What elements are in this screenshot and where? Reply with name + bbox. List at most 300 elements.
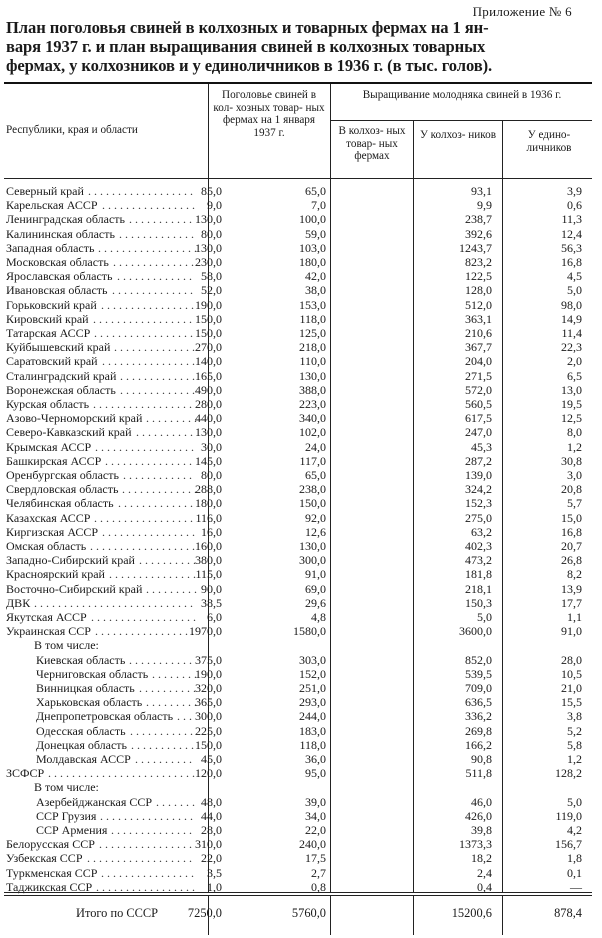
region-name: Саратовский край [6,354,98,369]
value-farms: 118,0 [299,311,326,326]
value-farms: 130,0 [299,539,326,553]
value-stock: 38,5 [201,595,222,610]
leader-dots: .......... [139,681,199,695]
value-kolkhozniks: 617,5 [465,411,492,426]
table-row [0,269,602,284]
value-kolkhozniks: 512,0 [465,297,492,312]
value-farms: 300,0 [299,553,326,568]
value-individuals: 0,6 [567,198,582,213]
value-farms: 29,6 [305,595,326,610]
value-farms: 59,0 [305,226,326,241]
value-kolkhozniks: 181,8 [465,567,492,582]
table-row [0,212,602,227]
table-row [0,681,602,696]
value-stock: 130,0 [195,212,222,227]
column-divider [502,120,503,180]
leader-dots: .............. [111,823,195,837]
leader-dots: ................. [94,510,196,525]
value-kolkhozniks: 271,5 [465,368,492,383]
region-name: Ивановская область [6,283,108,298]
leader-dots: ................ [101,865,197,880]
table-row [0,255,602,270]
leader-dots: ........ [152,666,200,681]
value-stock: 28,0 [201,823,222,837]
value-farms: 4,8 [311,610,326,624]
table-row [0,766,602,781]
leader-dots: ................. [94,326,196,340]
value-farms: 12,6 [305,524,326,539]
table-row [0,283,602,298]
leader-dots: ........... [131,737,197,752]
value-stock: 310,0 [195,837,222,852]
value-farms: 240,0 [299,837,326,852]
leader-dots: ............. [119,226,197,241]
leader-dots: ................ [100,808,196,823]
table-row [0,440,602,455]
leader-dots: ........................... [34,595,196,610]
region-name: Одесская область [36,723,126,738]
value-farms: 340,0 [299,411,326,426]
leader-dots: ............. [118,496,196,511]
value-individuals: 14,9 [561,311,582,326]
value-farms: 102,0 [299,425,326,440]
value-individuals: 5,7 [567,496,582,511]
table-row [0,184,602,199]
value-kolkhozniks: 204,0 [465,354,492,369]
table-row [0,369,602,384]
value-kolkhozniks: 18,2 [471,851,492,866]
value-kolkhozniks: 0,4 [477,879,492,894]
value-individuals: 11,3 [561,212,582,227]
table-row [0,582,602,597]
value-kolkhozniks: 473,2 [465,553,492,568]
region-name: Молдавская АССР [36,752,131,766]
leader-dots: ............. [120,368,198,383]
leader-dots: ................. [96,879,198,894]
value-kolkhozniks: 2,4 [477,865,492,880]
region-name: Московская область [6,255,109,269]
value-farms: 22,0 [305,823,326,837]
value-kolkhozniks: 166,2 [465,737,492,752]
value-individuals: 0,1 [567,865,582,880]
value-kolkhozniks: 247,0 [465,425,492,440]
value-individuals: 28,0 [561,652,582,667]
value-individuals: 10,5 [561,666,582,681]
leader-dots: ......... [146,411,200,426]
value-stock: 48,0 [201,794,222,809]
leader-dots: ............... [109,567,199,582]
region-name: Омская область [6,539,87,553]
leader-dots: ............ [123,468,195,482]
column-divider [208,84,209,180]
value-individuals: 15,5 [561,695,582,710]
table-row [0,454,602,469]
value-farms: 65,0 [305,184,326,198]
value-individuals: 119,0 [555,808,582,823]
header-col-farms: В колхоз- ных товар- ных фермах [338,125,406,163]
value-stock: 58,0 [201,269,222,284]
value-stock: 280,0 [195,397,222,411]
value-stock: 180,0 [195,496,222,511]
region-name: Восточно-Сибирский край [6,581,143,596]
subgroup-label-row [0,780,602,795]
value-farms: 303,0 [299,652,326,667]
leader-dots: ........... [129,652,195,667]
leader-dots: .......... [139,553,199,568]
region-name: ЗСФСР [6,766,45,781]
leader-dots: .............. [113,255,197,269]
value-kolkhozniks: 367,7 [465,340,492,355]
value-farms: 388,0 [299,382,326,397]
leader-dots: ... [177,709,195,724]
region-name: Таджикская ССР [6,879,93,894]
value-individuals: 8,2 [567,567,582,582]
table-row [0,340,602,355]
value-kolkhozniks: 336,2 [465,709,492,724]
region-name: Северный край [6,184,84,198]
value-stock: 52,0 [201,283,222,298]
document-title [6,18,596,75]
value-kolkhozniks: 823,2 [465,255,492,269]
leader-dots: ................. [95,439,197,454]
value-kolkhozniks: 139,0 [465,468,492,482]
value-individuals: 12,5 [561,411,582,426]
region-name: Туркменская ССР [6,865,98,880]
leader-dots: ................ [102,198,198,213]
column-divider [413,120,414,180]
value-stock: 160,0 [195,539,222,553]
value-individuals: 5,0 [567,283,582,298]
header-col-region: Республики, края и области [6,124,138,136]
table-row [0,567,602,582]
region-name: Северо-Кавказский край [6,425,132,440]
value-farms: 103,0 [299,240,326,255]
table-row [0,482,602,497]
value-stock: 130,0 [195,425,222,440]
value-kolkhozniks: 1373,3 [459,837,492,852]
value-kolkhozniks: 150,3 [465,595,492,610]
value-stock: 1970,0 [189,624,222,639]
value-kolkhozniks: 269,8 [465,723,492,738]
region-name: ССР Армения [36,823,108,837]
leader-dots: ............. [122,482,200,497]
value-farms: 130,0 [299,368,326,383]
value-kolkhozniks: 218,1 [465,581,492,596]
value-individuals: 3,0 [567,468,582,482]
value-kolkhozniks: 539,5 [465,666,492,681]
value-kolkhozniks: 122,5 [465,269,492,284]
value-stock: 16,0 [201,524,222,539]
value-farms: 293,0 [299,695,326,710]
value-individuals: 20,8 [561,482,582,497]
value-farms: 91,0 [305,567,326,582]
table-row [0,695,602,710]
leader-dots: ................ [102,524,198,539]
header-bottom-rule [4,178,592,179]
value-stock: 320,0 [195,681,222,695]
region-name: Украинская ССР [6,624,91,639]
value-farms: 223,0 [299,397,326,411]
value-individuals: 21,0 [561,681,582,695]
leader-dots: ................. [98,240,200,255]
column-divider [330,84,331,180]
value-stock: 190,0 [195,297,222,312]
leader-dots: .......... [136,425,196,440]
region-name: Якутская АССР [6,610,87,624]
value-farms: 69,0 [305,581,326,596]
region-name: Крымская АССР [6,439,92,454]
table-row [0,724,602,739]
value-stock: 490,0 [195,382,222,397]
value-stock: 150,0 [195,737,222,752]
region-name: Воронежская область [6,382,116,397]
value-individuals: 128,2 [555,766,582,781]
region-name: Кировский край [6,311,89,326]
value-farms: 118,0 [299,737,326,752]
value-individuals: 156,7 [555,837,582,852]
region-name: Курская область [6,397,90,411]
region-name: Оренбургская область [6,468,119,482]
table-row [0,397,602,412]
value-individuals: 4,5 [567,269,582,284]
value-farms: 17,5 [305,851,326,866]
value-kolkhozniks: 3600,0 [459,624,492,639]
value-stock: 300,0 [195,709,222,724]
region-name: Челябинская область [6,496,114,511]
leader-dots: ................ [99,837,195,852]
leader-dots: ................. [95,624,197,639]
subgroup-label-row [0,638,602,653]
value-stock: 380,0 [195,553,222,568]
table-row [0,241,602,256]
region-name: Куйбышевский край [6,340,111,355]
value-kolkhozniks: 324,2 [465,482,492,497]
value-kolkhozniks: 572,0 [465,382,492,397]
title-line: варя 1937 г. и план выращивания свиней в колхозных товарных [6,37,486,56]
region-name: Татарская АССР [6,326,91,340]
value-stock: 22,0 [201,851,222,866]
value-individuals: 5,0 [567,794,582,809]
region-name: Киевская область [36,652,126,667]
leader-dots: .................. [88,184,196,198]
leader-dots: ................ [102,354,198,369]
region-name: Сталинградский край [6,368,117,383]
header-col-kolkhozniks: У колхоз- ников [419,129,497,141]
value-stock: 225,0 [195,723,222,738]
value-individuals: 13,0 [561,382,582,397]
value-farms: 100,0 [299,212,326,227]
value-farms: 238,0 [299,482,326,497]
table-row [0,354,602,369]
table-row [0,383,602,398]
value-farms: 152,0 [299,666,326,681]
table-row [0,795,602,810]
table-row [0,326,602,341]
value-stock: 44,0 [201,808,222,823]
leader-dots: ......... [146,581,200,596]
region-name: Карельская АССР [6,198,98,213]
region-name: Донецкая область [36,737,128,752]
value-kolkhozniks: 852,0 [465,652,492,667]
table-row [0,553,602,568]
table-row [0,624,602,639]
leader-dots: ............. [120,382,198,397]
total-farms: 5760,0 [291,906,326,920]
total-rule [4,892,592,893]
value-individuals: 5,2 [567,723,582,738]
value-individuals: 8,0 [567,425,582,440]
region-name: ССР Грузия [36,808,97,823]
region-name: Ярославская область [6,269,113,284]
value-stock: 116,0 [195,510,222,525]
region-name: Казахская АССР [6,510,91,525]
appendix-label: Приложение № 6 [472,4,572,19]
table-row [0,837,602,852]
value-stock: 30,0 [201,439,222,454]
region-name: Калининская область [6,226,115,241]
value-farms: 92,0 [305,510,326,525]
value-stock: 145,0 [195,453,222,468]
value-stock: 230,0 [195,255,222,269]
table-row [0,596,602,611]
leader-dots: .................. [91,610,199,624]
value-kolkhozniks: 275,0 [465,510,492,525]
value-individuals: 15,0 [561,510,582,525]
value-individuals: 13,9 [561,581,582,596]
leader-dots: ................. [93,397,195,411]
value-farms: 24,0 [305,439,326,454]
value-farms: 65,0 [305,468,326,482]
table-row [0,738,602,753]
total-row [0,905,602,921]
value-farms: 7,0 [311,198,326,213]
region-name: Западная область [6,240,95,255]
table-row [0,653,602,668]
value-individuals: 1,1 [567,610,582,624]
value-stock: 115,0 [195,567,222,582]
value-stock: 45,0 [201,752,222,766]
leader-dots: ................ [101,297,197,312]
value-individuals: 1,8 [567,851,582,866]
region-name: Харьковская область [36,695,143,710]
value-stock: 85,0 [201,184,222,198]
table-row [0,298,602,313]
value-stock: 270,0 [195,340,222,355]
value-kolkhozniks: 152,3 [465,496,492,511]
value-individuals: 19,5 [561,397,582,411]
value-stock: 150,0 [195,311,222,326]
value-individuals: 5,8 [567,737,582,752]
table-row [0,851,602,866]
leader-dots: ................. [93,311,195,326]
table-row [0,198,602,213]
value-kolkhozniks: 636,5 [465,695,492,710]
region-name: Горьковский край [6,297,97,312]
region-name: В том числе: [34,638,99,653]
table-row [0,227,602,242]
value-individuals: 6,5 [567,368,582,383]
value-stock: 130,0 [195,240,222,255]
value-farms: 117,0 [299,453,326,468]
value-stock: 6,0 [207,610,222,624]
table-row [0,425,602,440]
value-kolkhozniks: 238,7 [465,212,492,227]
value-farms: 2,7 [311,865,326,880]
table-row [0,468,602,483]
value-farms: 251,0 [299,681,326,695]
leader-dots: .................. [87,851,195,866]
table-row [0,866,602,881]
value-individuals: 20,7 [561,539,582,553]
value-individuals: 2,0 [567,354,582,369]
value-stock: 3,5 [207,865,222,880]
value-stock: 140,0 [195,354,222,369]
value-kolkhozniks: 392,6 [465,226,492,241]
leader-dots: .......... [135,752,195,766]
region-name: Днепропетровская область [36,709,174,724]
total-rule [4,895,592,896]
leader-dots: .............. [112,283,196,298]
value-individuals: 91,0 [561,624,582,639]
value-individuals: 17,7 [561,595,582,610]
region-name: ДВК [6,595,31,610]
value-farms: 183,0 [299,723,326,738]
leader-dots: ........... [130,723,196,738]
value-kolkhozniks: 39,8 [471,823,492,837]
table-row [0,539,602,554]
value-individuals: 12,4 [561,226,582,241]
value-stock: 80,0 [201,226,222,241]
value-farms: 42,0 [305,269,326,284]
value-individuals: 3,8 [567,709,582,724]
table-row [0,610,602,625]
value-stock: 440,0 [195,411,222,426]
title-line: План поголовья свиней в колхозных и товарных фермах на 1 ян- [6,18,489,37]
value-individuals: 1,2 [567,752,582,766]
value-farms: 218,0 [299,340,326,355]
value-individuals: 1,2 [567,439,582,454]
region-name: Азово-Черноморский край [6,411,143,426]
region-name: Западно-Сибирский край [6,553,135,568]
region-name: Белорусская ССР [6,837,95,852]
region-name: Красноярский край [6,567,105,582]
value-farms: 1580,0 [293,624,326,639]
leader-dots: .................. [90,539,198,553]
leader-dots: ......... [146,695,200,710]
leader-dots: .............. [114,340,198,355]
value-farms: 153,0 [299,297,326,312]
table-row [0,752,602,767]
value-individuals: 16,8 [561,524,582,539]
value-stock: 9,0 [207,198,222,213]
value-farms: 95,0 [305,766,326,781]
region-name: Ленинградская область [6,212,125,227]
title-line: фермах, у колхозников и у единоличников в 1936 г. (в тыс. голов). [6,56,493,75]
value-individuals: 22,3 [561,340,582,355]
value-stock: 288,0 [195,482,222,497]
value-individuals: 3,9 [567,184,582,198]
value-individuals: — [570,879,582,894]
value-farms: 110,0 [299,354,326,369]
value-farms: 39,0 [305,794,326,809]
leader-dots: ......................... [48,766,198,781]
value-farms: 125,0 [299,326,326,340]
value-stock: 1,0 [207,879,222,894]
value-individuals: 56,3 [561,240,582,255]
value-stock: 80,0 [201,468,222,482]
region-name: Свердловская область [6,482,119,497]
value-kolkhozniks: 560,5 [465,397,492,411]
